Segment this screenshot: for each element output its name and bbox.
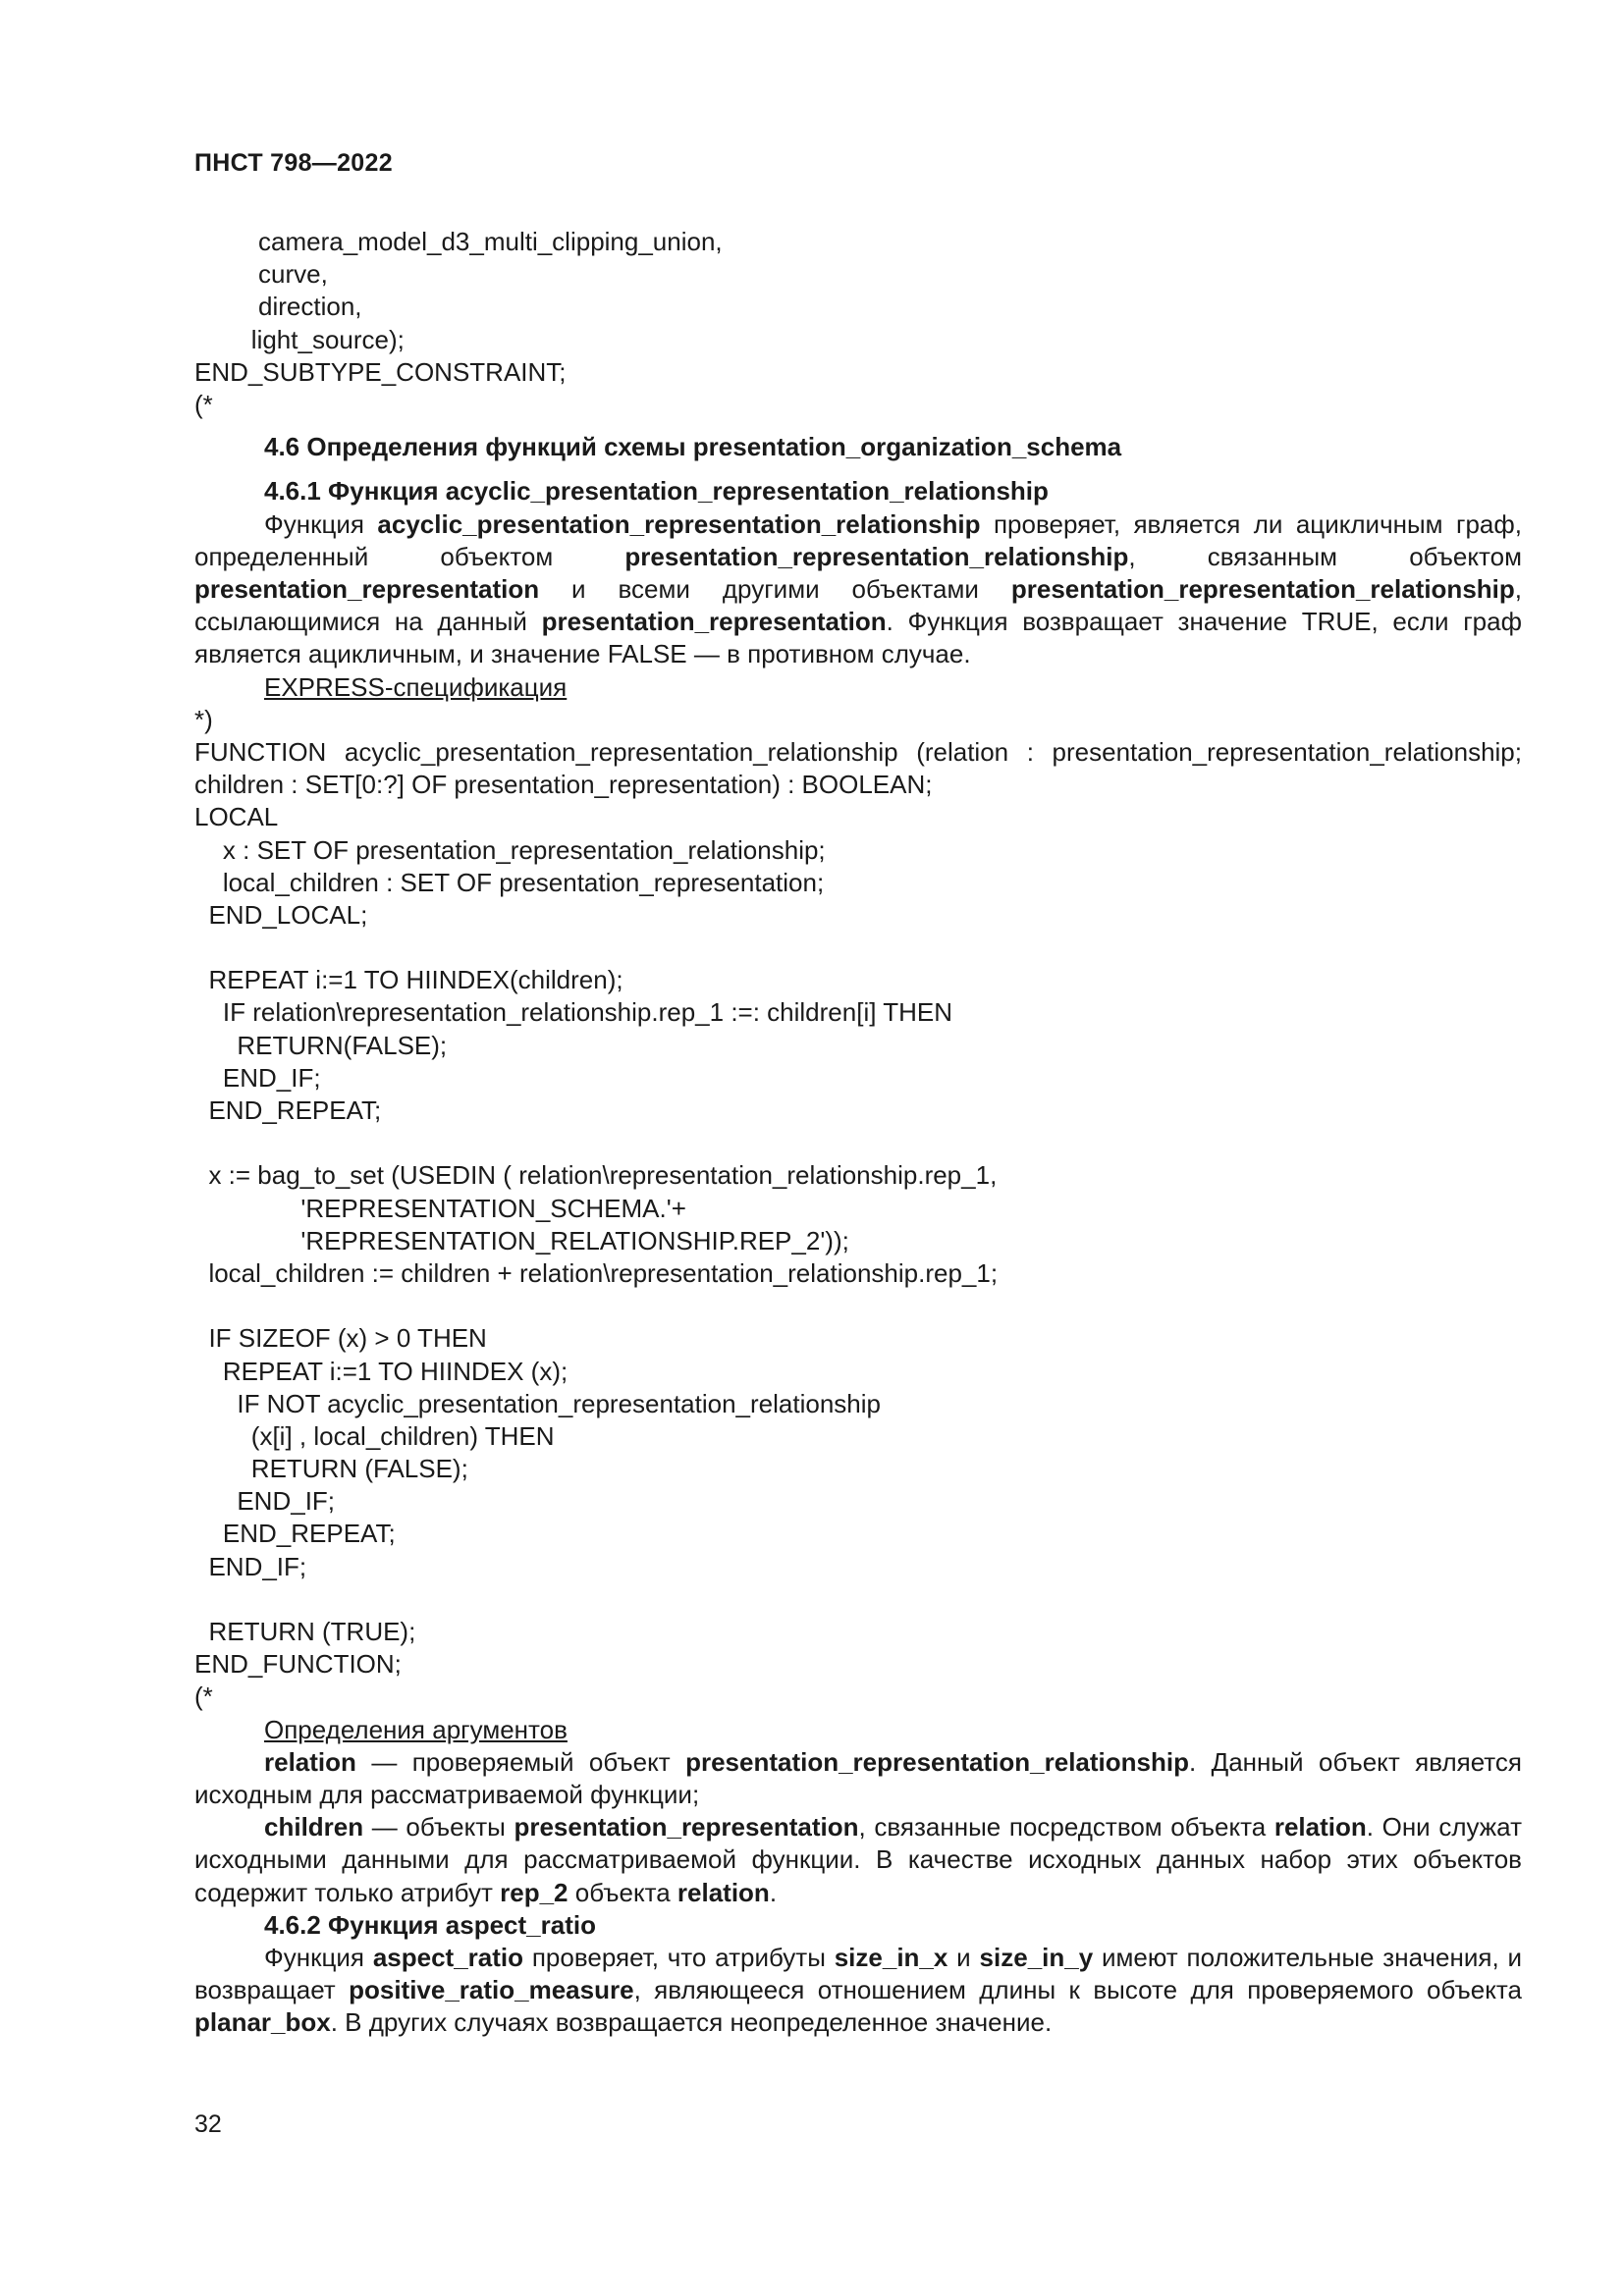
code-line: local_children := children + relation\representation_relationship.rep_1; [194, 1257, 999, 1288]
code-line: END_REPEAT; [194, 1519, 396, 1549]
function-signature: FUNCTION acyclic_presentation_representation_relationship (relation : presentation_representation_relationship; children : SET[0:?] OF presentation_representation) : BOOLEAN; [194, 736, 1522, 800]
code-line [194, 1127, 1522, 1159]
code-line: IF relation\representation_relationship.rep_1 :=: children[i] THEN [194, 997, 952, 1028]
code-line: x := bag_to_set (USEDIN ( relation\representation_relationship.rep_1, [194, 1160, 998, 1191]
code-line: (* [194, 389, 213, 419]
section-4-6-2-description: Функция aspect_ratio проверяет, что атрибуты size_in_x и size_in_y имеют положительные значения, и возвращает positive_ratio_measure, являющееся отношением длины к высоте для проверяемого объекта planar_box. В других случаях возвращается неопределенное значение. [194, 1943, 1523, 2038]
express-spec-label: EXPRESS-спецификация [264, 671, 568, 702]
code-block-top [194, 226, 1522, 421]
code-line: END_REPEAT; [194, 1095, 382, 1126]
code-line: 'REPRESENTATION_RELATIONSHIP.REP_2')); [194, 1225, 849, 1255]
argument-relation: relation — проверяемый объект presentation_representation_relationship. Данный объект является исходным для рассматриваемой функции; [194, 1746, 1522, 1809]
arguments-label: Определения аргументов [264, 1714, 568, 1744]
code-line: 'REPRESENTATION_SCHEMA.'+ [194, 1193, 686, 1223]
section-4-6-2-title: 4.6.2 Функция aspect_ratio [264, 1909, 596, 1940]
code-line: IF SIZEOF (x) > 0 THEN [194, 1323, 487, 1354]
page-number: 32 [194, 2110, 222, 2138]
code-line: light_source); [194, 324, 405, 354]
code-line: REPEAT i:=1 TO HIINDEX(children); [194, 965, 623, 995]
code-line: RETURN(FALSE); [194, 1030, 448, 1060]
code-block-function [194, 801, 1522, 1713]
page-content [194, 226, 1522, 2040]
code-line: curve, [194, 259, 328, 290]
code-line: (x[i] , local_children) THEN [194, 1420, 555, 1451]
code-line: LOCAL [194, 802, 279, 832]
code-line: direction, [194, 292, 362, 322]
code-line [194, 1290, 1522, 1322]
section-4-6-1-title: 4.6.1 Функция acyclic_presentation_representation_relationship [264, 476, 1049, 507]
code-line: END_IF; [194, 1486, 336, 1517]
code-line: camera_model_d3_multi_clipping_union, [194, 227, 723, 256]
code-line: END_FUNCTION; [194, 1649, 402, 1680]
code-line [194, 932, 1522, 964]
code-line: RETURN (TRUE); [194, 1617, 416, 1647]
code-line: END_LOCAL; [194, 899, 368, 930]
argument-children: children — объекты presentation_representation, связанные посредством объекта relation. Они служат исходными данными для рассматриваемой функции. В качестве исходных данных набор этих объектов содержит только атрибут rep_2 объекта relation. [194, 1812, 1522, 1907]
code-open-marker: *) [194, 704, 213, 734]
code-line: (* [194, 1682, 213, 1712]
code-line: local_children : SET OF presentation_representation; [194, 867, 825, 897]
document-id-header: ПНСТ 798—2022 [194, 149, 393, 177]
code-line: END_IF; [194, 1551, 307, 1581]
code-line: RETURN (FALSE); [194, 1454, 468, 1484]
code-line: x : SET OF presentation_representation_relationship; [194, 834, 826, 865]
section-4-6-title: 4.6 Определения функций схемы presentation_organization_schema [264, 432, 1122, 462]
code-line: REPEAT i:=1 TO HIINDEX (x); [194, 1356, 568, 1386]
code-line [194, 1583, 1522, 1616]
section-4-6-1-description: Функция acyclic_presentation_representation_relationship проверяет, является ли ацикличным граф, определенный объектом presentation_representation_relationship, связанным объектом presentation_representation и всеми другими объектами presentation_representation_relationship, ссылающимися на данный presentation_representation. Функция возвращает значение TRUE, если граф является ацикличным, и значение FALSE — в противном случае. [194, 508, 1523, 669]
code-line: END_IF; [194, 1062, 321, 1093]
code-line: END_SUBTYPE_CONSTRAINT; [194, 356, 567, 387]
code-line: IF NOT acyclic_presentation_representation_relationship [194, 1388, 881, 1418]
